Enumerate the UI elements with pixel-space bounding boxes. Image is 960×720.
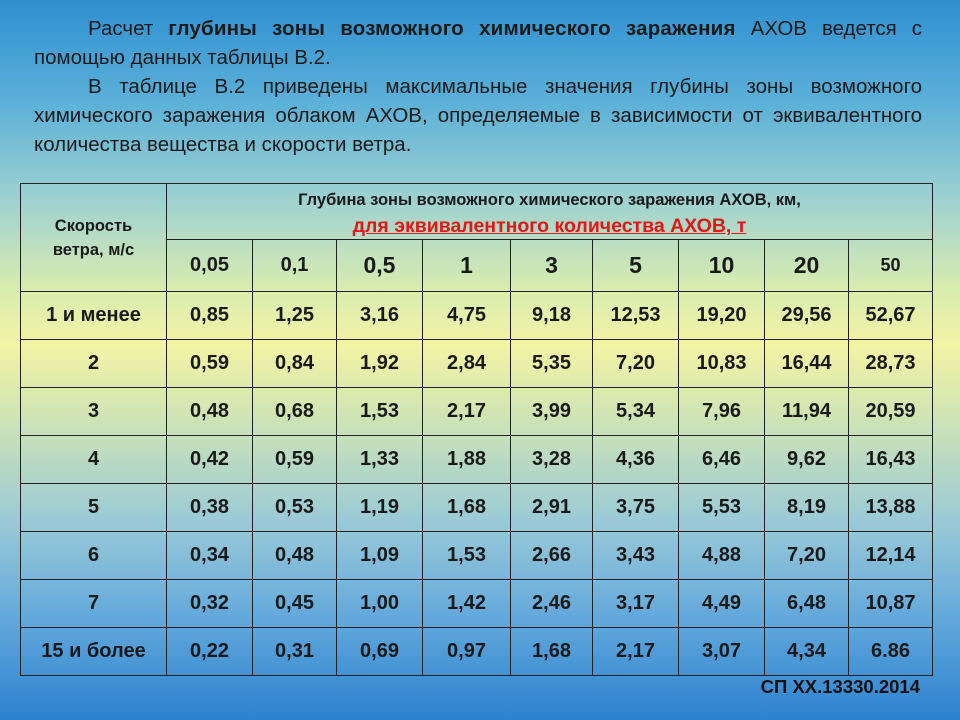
depth-value-cell: 1,25 (253, 292, 337, 340)
depth-value-cell: 9,18 (511, 292, 593, 340)
depth-value-cell: 10,83 (679, 340, 765, 388)
depth-value-cell: 0,31 (253, 628, 337, 676)
depth-value-cell: 1,68 (511, 628, 593, 676)
table-row (21, 388, 933, 436)
depth-value-cell: 1,92 (337, 340, 423, 388)
depth-table (20, 183, 933, 676)
depth-value-cell: 3,99 (511, 388, 593, 436)
depth-value-cell: 8,19 (765, 484, 849, 532)
depth-value-cell: 0,53 (253, 484, 337, 532)
depth-value-cell: 4,75 (423, 292, 511, 340)
quantity-header-cell: 20 (765, 240, 849, 292)
depth-value-cell: 9,62 (765, 436, 849, 484)
depth-value-cell: 7,96 (679, 388, 765, 436)
depth-value-cell: 0,69 (337, 628, 423, 676)
intro-p1-suffix: АХОВ ведется с помощью данных таблицы В.2. (34, 17, 922, 69)
table-row (21, 628, 933, 676)
depth-value-cell: 5,53 (679, 484, 765, 532)
depth-value-cell: 16,44 (765, 340, 849, 388)
table-row (21, 436, 933, 484)
depth-value-cell: 12,53 (593, 292, 679, 340)
depth-value-cell: 11,94 (765, 388, 849, 436)
wind-speed-cell: 3 (21, 388, 167, 436)
table-row (21, 292, 933, 340)
depth-value-cell: 2,46 (511, 580, 593, 628)
depth-value-cell: 3,43 (593, 532, 679, 580)
table-body (21, 292, 933, 676)
depth-value-cell: 0,34 (167, 532, 253, 580)
source-reference: СП XX.13330.2014 (760, 676, 920, 697)
depth-value-cell: 0,38 (167, 484, 253, 532)
intro-p1-bold: глубины зоны возможного химического заражения (168, 17, 736, 40)
depth-value-cell: 0,48 (253, 532, 337, 580)
depth-value-cell: 10,87 (849, 580, 933, 628)
depth-value-cell: 1,53 (337, 388, 423, 436)
depth-value-cell: 2,91 (511, 484, 593, 532)
quantity-header-cell: 3 (511, 240, 593, 292)
depth-value-cell: 1,88 (423, 436, 511, 484)
depth-value-cell: 3,75 (593, 484, 679, 532)
depth-value-cell: 13,88 (849, 484, 933, 532)
intro-p1-prefix: Расчет (88, 17, 169, 40)
depth-value-cell: 3,28 (511, 436, 593, 484)
depth-value-cell: 5,35 (511, 340, 593, 388)
depth-value-cell: 3,16 (337, 292, 423, 340)
depth-value-cell: 29,56 (765, 292, 849, 340)
quantity-header-cell: 5 (593, 240, 679, 292)
depth-header-text: Глубина зоны возможного химического заражения АХОВ, км, (298, 191, 801, 209)
intro-text (34, 14, 922, 159)
depth-value-cell: 1,09 (337, 532, 423, 580)
depth-value-cell: 6,48 (765, 580, 849, 628)
wind-speed-cell: 7 (21, 580, 167, 628)
depth-value-cell: 52,67 (849, 292, 933, 340)
depth-value-cell: 4,36 (593, 436, 679, 484)
depth-value-cell: 1,53 (423, 532, 511, 580)
depth-value-cell: 20,59 (849, 388, 933, 436)
depth-value-cell: 1,68 (423, 484, 511, 532)
quantity-header-cell: 50 (849, 240, 933, 292)
table-header-row (21, 184, 933, 240)
wind-speed-cell: 2 (21, 340, 167, 388)
depth-value-cell: 0,45 (253, 580, 337, 628)
depth-value-cell: 0,22 (167, 628, 253, 676)
quantity-header-cell: 0,1 (253, 240, 337, 292)
depth-value-cell: 0,85 (167, 292, 253, 340)
wind-speed-cell: 15 и более (21, 628, 167, 676)
depth-value-cell: 6.86 (849, 628, 933, 676)
depth-value-cell: 0,68 (253, 388, 337, 436)
depth-value-cell: 1,42 (423, 580, 511, 628)
wind-speed-cell: 1 и менее (21, 292, 167, 340)
depth-value-cell: 28,73 (849, 340, 933, 388)
depth-value-cell: 3,17 (593, 580, 679, 628)
quantity-header-cell: 10 (679, 240, 765, 292)
intro-paragraph-1 (34, 14, 922, 72)
depth-value-cell: 4,88 (679, 532, 765, 580)
table-row (21, 484, 933, 532)
depth-value-cell: 1,33 (337, 436, 423, 484)
table-row (21, 340, 933, 388)
table-row (21, 532, 933, 580)
depth-value-cell: 4,34 (765, 628, 849, 676)
depth-value-cell: 0,59 (253, 436, 337, 484)
wind-speed-cell: 6 (21, 532, 167, 580)
depth-value-cell: 7,20 (593, 340, 679, 388)
speed-header-line2: ветра, м/с (52, 240, 135, 259)
depth-value-cell: 0,84 (253, 340, 337, 388)
depth-value-cell: 1,19 (337, 484, 423, 532)
depth-value-cell: 19,20 (679, 292, 765, 340)
depth-value-cell: 5,34 (593, 388, 679, 436)
quantity-header-cell: 1 (423, 240, 511, 292)
table-row (21, 580, 933, 628)
depth-value-cell: 0,32 (167, 580, 253, 628)
depth-value-cell: 2,17 (593, 628, 679, 676)
wind-speed-cell: 5 (21, 484, 167, 532)
depth-value-cell: 16,43 (849, 436, 933, 484)
depth-value-cell: 12,14 (849, 532, 933, 580)
speed-header (21, 184, 167, 292)
wind-speed-cell: 4 (21, 436, 167, 484)
depth-value-cell: 4,49 (679, 580, 765, 628)
depth-value-cell: 7,20 (765, 532, 849, 580)
speed-header-line1: Скорость (54, 216, 133, 235)
quantity-header-cell: 0,05 (167, 240, 253, 292)
depth-value-cell: 2,66 (511, 532, 593, 580)
depth-value-cell: 1,00 (337, 580, 423, 628)
depth-value-cell: 2,17 (423, 388, 511, 436)
intro-paragraph-2: В таблице В.2 приведены максимальные значения глубины зоны возможного химического заражения облаком АХОВ, определяемые в зависимости от эквивалентного количества вещества и скорости ветра. (34, 75, 922, 156)
depth-value-cell: 0,97 (423, 628, 511, 676)
depth-value-cell: 2,84 (423, 340, 511, 388)
depth-header (167, 184, 933, 240)
depth-value-cell: 0,42 (167, 436, 253, 484)
depth-value-cell: 0,59 (167, 340, 253, 388)
depth-subheader-text: для эквивалентного количества АХОВ, т (352, 215, 747, 237)
depth-value-cell: 3,07 (679, 628, 765, 676)
depth-value-cell: 6,46 (679, 436, 765, 484)
quantity-header-cell: 0,5 (337, 240, 423, 292)
depth-value-cell: 0,48 (167, 388, 253, 436)
